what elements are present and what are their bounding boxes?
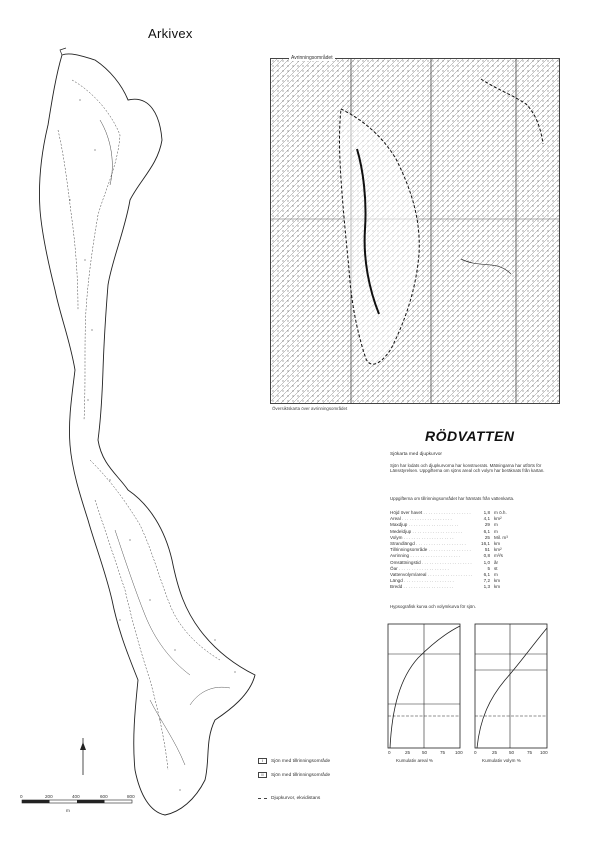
stat-label: Maxdjup . . . bbox=[390, 522, 472, 528]
stat-unit: m bbox=[494, 528, 498, 534]
right-xtick: 50 bbox=[509, 750, 515, 755]
stat-value: 51 bbox=[484, 547, 490, 553]
legend-item bbox=[258, 772, 330, 778]
stat-unit: m³/s bbox=[494, 553, 503, 559]
map-legend bbox=[258, 758, 330, 801]
legend-item bbox=[258, 796, 330, 801]
lake-shoreline bbox=[39, 54, 255, 815]
right-xtick: 25 bbox=[492, 750, 498, 755]
right-xtick: 0 bbox=[474, 750, 477, 755]
area-curve-chart bbox=[388, 624, 460, 748]
north-arrow-icon bbox=[80, 738, 86, 775]
lake-name-title: RÖDVATTEN bbox=[425, 428, 515, 444]
stat-value: 5 bbox=[487, 565, 490, 571]
stat-label: Vattenvolym/areal . . . bbox=[390, 572, 472, 578]
volume-curve bbox=[477, 628, 547, 748]
stat-unit: km bbox=[494, 584, 501, 590]
lake-subtitle: Sjökarta med djupkurvor bbox=[390, 452, 442, 457]
left-xtick: 25 bbox=[405, 750, 411, 755]
scale-bar bbox=[22, 800, 132, 803]
scale-tick-400: 400 bbox=[72, 794, 80, 799]
right-xtick: 75 bbox=[527, 750, 533, 755]
scale-tick-800: 800 bbox=[127, 794, 135, 799]
stat-label: Medeldjup . . . bbox=[390, 529, 472, 535]
stat-unit: m ö.h. bbox=[494, 510, 507, 515]
legend-label: Djupkurvor, ekvidistans bbox=[271, 796, 321, 801]
legend-symbol-i: I bbox=[258, 758, 267, 764]
stat-value: 25 bbox=[484, 534, 490, 540]
stat-label: Öar . . . bbox=[390, 566, 472, 572]
overview-map-caption: Översiktskarta över avrinningsområdet bbox=[272, 406, 348, 411]
stat-value: 7,2 bbox=[483, 578, 490, 584]
volume-curve-chart bbox=[475, 624, 547, 748]
scale-tick-0: 0 bbox=[20, 794, 23, 799]
stat-value: 1,3 bbox=[483, 584, 490, 590]
legend-item bbox=[258, 758, 330, 764]
right-xlabel: Kumulativ volym % bbox=[482, 758, 521, 763]
legend-symbol-contour bbox=[258, 798, 267, 799]
stat-label: Areal . . . bbox=[390, 516, 472, 522]
stat-value: 1,8 bbox=[483, 510, 490, 515]
lake-statistics-table bbox=[390, 510, 550, 591]
stat-unit: km² bbox=[494, 516, 502, 522]
scale-tick-200: 200 bbox=[45, 794, 53, 799]
description-paragraph-2: Uppgifterna om tillrinningsområdet har hämtats från vattenkarta. bbox=[390, 496, 515, 501]
overview-map-label: Avrinningsområdet bbox=[291, 55, 333, 61]
stat-row bbox=[390, 584, 550, 590]
stat-label: Avrinning . . . bbox=[390, 553, 472, 559]
stat-value: 4,1 bbox=[483, 516, 490, 522]
legend-label: Sjön med tillrinningsområde bbox=[271, 758, 331, 764]
stat-value: 16,1 bbox=[481, 541, 490, 547]
right-xtick: 100 bbox=[540, 750, 548, 755]
overview-map bbox=[270, 58, 560, 404]
stat-unit: m bbox=[494, 522, 498, 528]
legend-label: Sjön med tillrinningsområde bbox=[271, 772, 331, 778]
stat-unit: km bbox=[494, 541, 501, 547]
map-title-arkivex: Arkivex bbox=[148, 26, 193, 41]
stat-unit: km² bbox=[494, 547, 502, 553]
scale-tick-600: 600 bbox=[100, 794, 108, 799]
description-paragraph-1: Sjön har lodats och djupkurvorna har konstruerats. Mätningarna har utförts för Länsstyrelsen. Uppgifterna om sjöns areal och volym har beräknats från kartan. bbox=[390, 463, 545, 474]
left-xtick: 75 bbox=[440, 750, 446, 755]
graph-caption: Hypsografisk kurva och volymkurva för sjön. bbox=[390, 604, 476, 609]
left-xtick: 0 bbox=[388, 750, 391, 755]
scale-unit: m bbox=[66, 808, 70, 813]
stat-label: Volym . . . bbox=[390, 535, 472, 541]
stat-unit: Mil. m³ bbox=[494, 534, 508, 540]
stat-label: Tillrinningsområde . . . bbox=[390, 547, 472, 553]
stat-value: 0,8 bbox=[483, 553, 490, 559]
legend-symbol-ii: II bbox=[258, 772, 267, 778]
area-curve bbox=[390, 626, 460, 748]
stat-label: Bredd . . . bbox=[390, 584, 472, 590]
stat-unit: år bbox=[494, 559, 499, 565]
left-xtick: 100 bbox=[455, 750, 463, 755]
stat-value: 29 bbox=[484, 522, 490, 528]
stat-value: 1,0 bbox=[483, 559, 490, 565]
left-xtick: 50 bbox=[422, 750, 428, 755]
left-xlabel: Kumulativ areal % bbox=[396, 758, 434, 763]
stat-unit: m bbox=[494, 572, 498, 578]
stat-label: Höjd över havet . . . bbox=[390, 510, 472, 516]
stat-label: Strandlängd . . . bbox=[390, 541, 472, 547]
stat-value: 6,1 bbox=[483, 528, 490, 534]
stat-label: Omsättningstid . . . bbox=[390, 560, 472, 566]
stat-unit: st bbox=[494, 565, 498, 571]
stat-label: Längd . . . bbox=[390, 578, 472, 584]
stat-value: 6,1 bbox=[483, 572, 490, 578]
stat-unit: km bbox=[494, 578, 501, 584]
